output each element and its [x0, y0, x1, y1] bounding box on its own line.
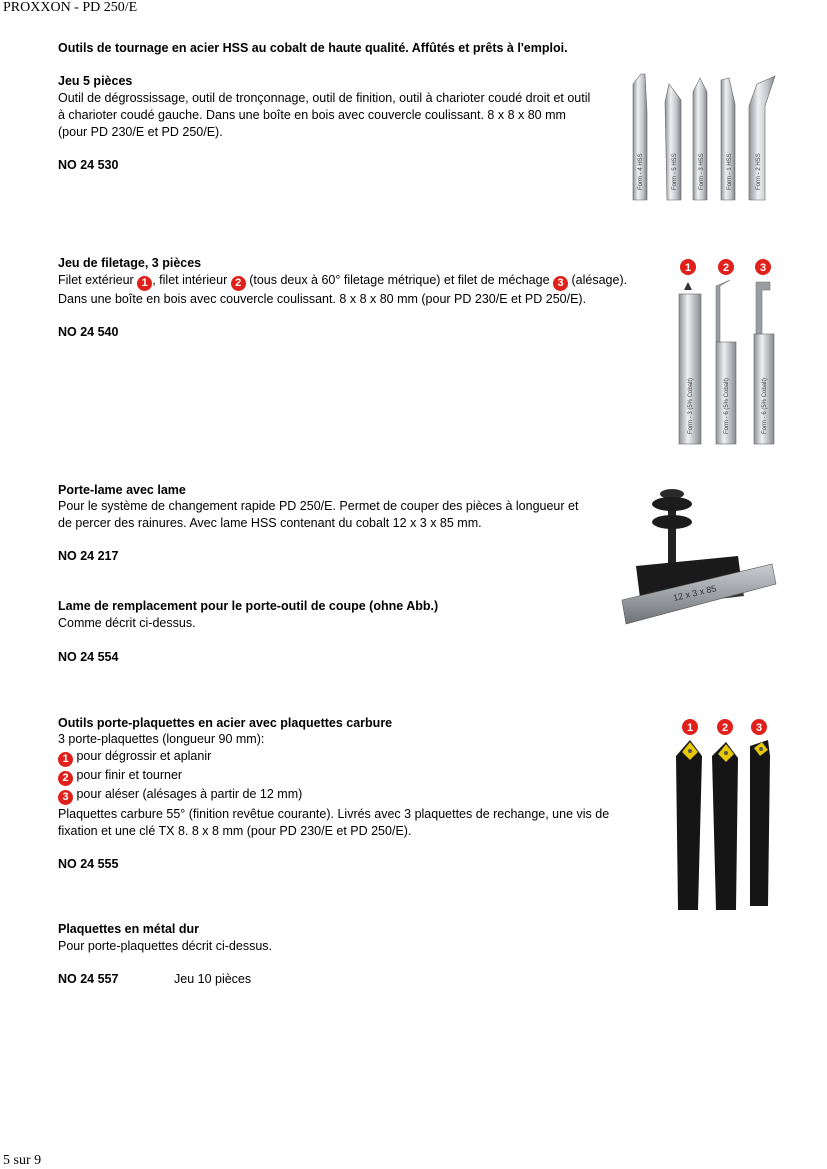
section-title: Lame de remplacement pour le porte-outil de coupe (ohne Abb.): [58, 599, 439, 613]
text-fragment: (alésage).: [571, 273, 628, 287]
list-item: [58, 786, 302, 805]
text-fragment: (tous deux à 60° filetage métrique) et filet de méchage: [249, 273, 550, 287]
section-text-line: à charioter coudé gauche. Dans une boîte en bois avec couvercle coulissant. 8 x 8 x 80 mm: [58, 108, 566, 122]
section-title: Plaquettes en métal dur: [58, 922, 200, 936]
number-badge-2: 2: [58, 771, 73, 786]
svg-text:2: 2: [721, 722, 729, 734]
svg-text:1: 1: [684, 262, 692, 274]
insert-holder: [750, 740, 770, 906]
section-text-line: [58, 272, 627, 291]
number-badge-1: 1: [137, 276, 152, 291]
section-text-line: Pour porte-plaquettes décrit ci-dessus.: [58, 939, 272, 953]
insert-holder: [712, 742, 738, 910]
blade-engraving: 12 x 3 x 85: [672, 583, 718, 603]
section-text-line: Pour le système de changement rapide PD 250/E. Permet de couper des pièces à longueur et: [58, 499, 579, 513]
badge-2: [718, 259, 734, 275]
list-item: [58, 748, 211, 767]
tool-bit: [633, 74, 647, 200]
section-text-line: fixation et une clé TX 8. 8 x 8 mm (pour PD 230/E et PD 250/E).: [58, 824, 412, 838]
insert-holder: [676, 740, 702, 910]
svg-text:3: 3: [755, 722, 763, 734]
product-reference: NO 24 540: [58, 325, 119, 339]
intro-heading: Outils de tournage en acier HSS au cobalt de haute qualité. Affûtés et prêts à l'emploi.: [58, 41, 568, 55]
threading-tool: [679, 282, 701, 444]
section-title: Jeu 5 pièces: [58, 74, 133, 88]
text-fragment: Filet extérieur: [58, 273, 134, 287]
number-badge-2: 2: [231, 276, 246, 291]
insert-holders-image: [664, 716, 784, 914]
section-text-line: Outil de dégrossissage, outil de tronçonnage, outil de finition, outil à charioter coudé droit et outil: [58, 91, 591, 105]
tool-engraving: Form - 4 HSS: [638, 153, 644, 190]
page-number: 5 sur 9: [3, 1153, 42, 1168]
product-reference-row: [58, 971, 252, 988]
section-text-line: Comme décrit ci-dessus.: [58, 616, 196, 630]
svg-text:2: 2: [722, 262, 730, 274]
text-fragment: , filet intérieur: [152, 273, 228, 287]
svg-text:3: 3: [759, 262, 767, 274]
badge-2: [717, 719, 733, 735]
list-item-text: pour finir et tourner: [76, 768, 183, 782]
tool-engraving: Form - 2 HSS: [756, 153, 762, 190]
tool-bit: [721, 78, 735, 200]
tool-bit: [749, 76, 775, 200]
svg-text:1: 1: [686, 722, 694, 734]
number-badge-3: 3: [553, 276, 568, 291]
list-item-text: pour dégrossir et aplanir: [76, 749, 212, 763]
number-badge-1: 1: [58, 752, 73, 767]
page-header: PROXXON - PD 250/E: [3, 0, 138, 15]
tool-bit: [693, 78, 707, 200]
tool-engraving: Form - 5 HSS: [672, 153, 678, 190]
section-title: Porte-lame avec lame: [58, 483, 186, 497]
product-reference: NO 24 530: [58, 158, 119, 172]
badge-1: [682, 719, 698, 735]
tool-engraving: Form - 6 (5% Cobalt): [724, 377, 730, 434]
product-quantity: Jeu 10 pièces: [174, 972, 252, 986]
tool-engraving: Form - 6 (5% Cobalt): [762, 377, 768, 434]
blade-holder-image: [618, 484, 788, 628]
section-text-line: Dans une boîte en bois avec couvercle coulissant. 8 x 8 x 80 mm (pour PD 230/E et PD 250/E).: [58, 292, 587, 306]
tool-engraving: Form - 3 HSS: [699, 153, 705, 190]
section-title: Jeu de filetage, 3 pièces: [58, 256, 202, 270]
badge-3: [751, 719, 767, 735]
tool-set-5-image: [625, 72, 785, 204]
section-text-line: de percer des rainures. Avec lame HSS contenant du cobalt 12 x 3 x 85 mm.: [58, 516, 482, 530]
tool-engraving: Form - 1 HSS: [727, 153, 733, 190]
threading-tool: [716, 280, 736, 444]
list-item-text: pour aléser (alésages à partir de 12 mm): [76, 787, 303, 801]
product-reference: NO 24 217: [58, 549, 119, 563]
section-title: Outils porte-plaquettes en acier avec plaquettes carbure: [58, 716, 393, 730]
threading-tools-image: [670, 256, 780, 448]
number-badge-3: 3: [58, 790, 73, 805]
tool-engraving: Form - 3 (5% Cobalt): [688, 377, 694, 434]
section-text-line: (pour PD 230/E et PD 250/E).: [58, 125, 223, 139]
section-text-line: 3 porte-plaquettes (longueur 90 mm):: [58, 732, 265, 746]
product-reference: NO 24 554: [58, 650, 119, 664]
section-text-line: Plaquettes carbure 55° (finition revêtue courante). Livrés avec 3 plaquettes de rechange, une vis de: [58, 807, 610, 821]
badge-1: [680, 259, 696, 275]
badge-3: [755, 259, 771, 275]
list-item: [58, 767, 182, 786]
tool-bit: [665, 84, 681, 200]
product-reference: NO 24 557: [58, 972, 119, 986]
product-reference: NO 24 555: [58, 857, 119, 871]
threading-tool: [754, 282, 774, 444]
